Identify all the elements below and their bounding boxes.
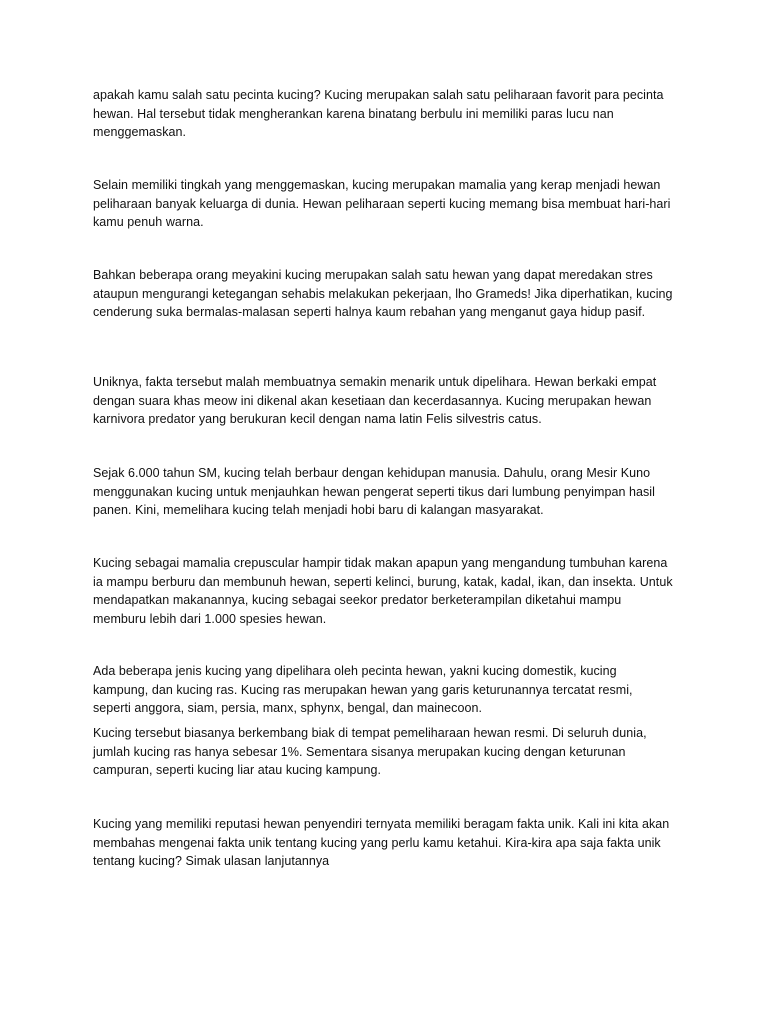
paragraph-kucing-ras: Kucing tersebut biasanya berkembang biak di tempat pemeliharaan hewan resmi. Di seluruh dunia, jumlah kucing ras hanya sebesar 1%. Sementara sisanya merupakan kucing dengan keturunan campuran, seperti kucing liar atau kucing kampung. [93,726,647,777]
paragraph-stres: Bahkan beberapa orang meyakini kucing merupakan salah satu hewan yang dapat meredakan stres ataupun mengurangi ketegangan sehabis melakukan pekerjaan, lho Grameds! Jika diperhatikan, kucing cenderung suka bermalas-malasan seperti halnya kaum rebahan yang menganut gaya hidup pasif. [93,268,673,319]
paragraph-jenis-kucing: Ada beberapa jenis kucing yang dipelihara oleh pecinta hewan, yakni kucing domestik, kucing kampung, dan kucing ras. Kucing ras merupakan hewan yang garis keturunannya tercatat resmi, seperti anggora, siam, persia, manx, sphynx, bengal, dan mainecoon. [93,664,633,715]
paragraph-fakta-unik: Kucing yang memiliki reputasi hewan penyendiri ternyata memiliki beragam fakta unik. Kali ini kita akan membahas mengenai fakta unik tentang kucing yang perlu kamu ketahui. Kira-kira apa saja fakta unik tentang kucing? Simak ulasan lanjutannya [93,817,670,868]
paragraph-intro: apakah kamu salah satu pecinta kucing? Kucing merupakan salah satu peliharaan favorit para pecinta hewan. Hal tersebut tidak mengherankan karena binatang berbulu ini memiliki paras lucu nan menggemaskan. [93,88,664,139]
paragraph-uniknya: Uniknya, fakta tersebut malah membuatnya semakin menarik untuk dipelihara. Hewan berkaki empat dengan suara khas meow ini dikenal akan kesetiaan dan kecerdasannya. Kucing merupakan hewan karnivora predator yang berukuran kecil dengan nama latin Felis silvestris catus. [93,375,657,426]
paragraph-tingkah: Selain memiliki tingkah yang menggemaskan, kucing merupakan mamalia yang kerap menjadi hewan peliharaan banyak keluarga di dunia. Hewan peliharaan seperti kucing memang bisa membuat hari-hari kamu penuh warna. [93,178,671,229]
paragraph-sejarah: Sejak 6.000 tahun SM, kucing telah berbaur dengan kehidupan manusia. Dahulu, orang Mesir Kuno menggunakan kucing untuk menjauhkan hewan pengerat seperti tikus dari lumbung penyimpan hasil panen. Kini, memelihara kucing telah menjadi hobi baru di kalangan masyarakat. [93,466,655,517]
paragraph-crepuscular: Kucing sebagai mamalia crepuscular hampir tidak makan apapun yang mengandung tumbuhan karena ia mampu berburu dan membunuh hewan, seperti kelinci, burung, katak, kadal, ikan, dan insekta. Untuk mendapatkan makanannya, kucing sebagai seekor predator berketerampilan diketahui mampu memburu lebih dari 1.000 spesies hewan. [93,556,673,626]
